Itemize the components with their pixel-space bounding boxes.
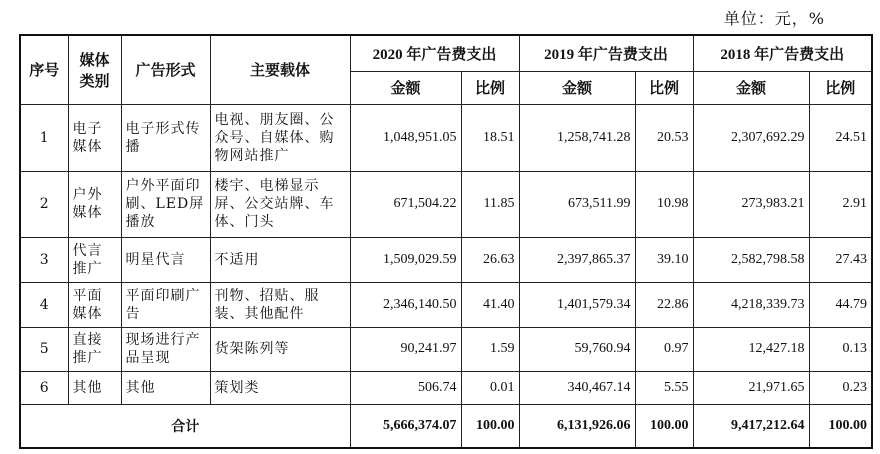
header-amount-2019: 金额	[519, 71, 635, 104]
cell-amount-2019: 2,397,865.37	[519, 237, 635, 282]
cell-ratio-2018: 27.43	[809, 237, 872, 282]
total-ratio-2019: 100.00	[635, 404, 693, 448]
cell-seq: 4	[20, 282, 68, 327]
cell-carrier: 刊物、招贴、服装、其他配件	[210, 282, 350, 327]
header-2019: 2019 年广告费支出	[519, 35, 693, 71]
header-amount-2020: 金额	[350, 71, 461, 104]
header-2020: 2020 年广告费支出	[350, 35, 519, 71]
header-amount-2018: 金额	[693, 71, 809, 104]
cell-carrier: 楼宇、电梯显示屏、公交站牌、车体、门头	[210, 171, 350, 237]
cell-carrier: 货架陈列等	[210, 327, 350, 371]
total-label: 合计	[20, 404, 350, 448]
header-ad-form: 广告形式	[121, 35, 210, 104]
cell-ratio-2019: 5.55	[635, 371, 693, 404]
cell-seq: 6	[20, 371, 68, 404]
cell-amount-2018: 273,983.21	[693, 171, 809, 237]
cell-amount-2020: 2,346,140.50	[350, 282, 461, 327]
cell-amount-2018: 4,218,339.73	[693, 282, 809, 327]
header-row	[20, 35, 872, 71]
cell-ratio-2020: 1.59	[461, 327, 519, 371]
total-amount-2020: 5,666,374.07	[350, 404, 461, 448]
cell-amount-2020: 1,509,029.59	[350, 237, 461, 282]
total-ratio-2018: 100.00	[809, 404, 872, 448]
cell-amount-2018: 21,971.65	[693, 371, 809, 404]
cell-form: 户外平面印刷、LED屏播放	[121, 171, 210, 237]
unit-label: 单位：元，%	[723, 9, 825, 28]
cell-amount-2018: 12,427.18	[693, 327, 809, 371]
cell-amount-2020: 1,048,951.05	[350, 104, 461, 171]
cell-seq: 3	[20, 237, 68, 282]
table-row	[20, 327, 872, 371]
cell-amount-2018: 2,307,692.29	[693, 104, 809, 171]
cell-ratio-2020: 26.63	[461, 237, 519, 282]
header-2018: 2018 年广告费支出	[693, 35, 872, 71]
header-ratio-2018: 比例	[809, 71, 872, 104]
cell-amount-2020: 90,241.97	[350, 327, 461, 371]
cell-media: 电子媒体	[68, 104, 121, 171]
cell-ratio-2019: 39.10	[635, 237, 693, 282]
cell-ratio-2018: 44.79	[809, 282, 872, 327]
cell-ratio-2020: 0.01	[461, 371, 519, 404]
cell-amount-2020: 506.74	[350, 371, 461, 404]
total-row	[20, 404, 872, 448]
cell-amount-2019: 1,258,741.28	[519, 104, 635, 171]
ad-expense-table	[19, 34, 873, 449]
table-row	[20, 104, 872, 171]
cell-ratio-2020: 41.40	[461, 282, 519, 327]
cell-ratio-2019: 22.86	[635, 282, 693, 327]
total-ratio-2020: 100.00	[461, 404, 519, 448]
cell-amount-2019: 1,401,579.34	[519, 282, 635, 327]
header-media-type: 媒体类别	[68, 35, 121, 104]
cell-ratio-2020: 11.85	[461, 171, 519, 237]
cell-seq: 2	[20, 171, 68, 237]
cell-amount-2019: 340,467.14	[519, 371, 635, 404]
cell-carrier: 不适用	[210, 237, 350, 282]
table-row	[20, 282, 872, 327]
cell-media: 平面媒体	[68, 282, 121, 327]
cell-form: 其他	[121, 371, 210, 404]
header-carrier: 主要载体	[210, 35, 350, 104]
cell-amount-2019: 59,760.94	[519, 327, 635, 371]
cell-seq: 5	[20, 327, 68, 371]
cell-ratio-2018: 2.91	[809, 171, 872, 237]
cell-media: 代言推广	[68, 237, 121, 282]
table-row	[20, 171, 872, 237]
cell-form: 电子形式传播	[121, 104, 210, 171]
cell-carrier: 策划类	[210, 371, 350, 404]
cell-form: 平面印刷广告	[121, 282, 210, 327]
table-row	[20, 237, 872, 282]
cell-ratio-2018: 0.23	[809, 371, 872, 404]
cell-ratio-2019: 20.53	[635, 104, 693, 171]
cell-amount-2020: 671,504.22	[350, 171, 461, 237]
cell-ratio-2018: 0.13	[809, 327, 872, 371]
cell-media: 户外媒体	[68, 171, 121, 237]
cell-form: 明星代言	[121, 237, 210, 282]
total-amount-2018: 9,417,212.64	[693, 404, 809, 448]
cell-ratio-2019: 10.98	[635, 171, 693, 237]
header-ratio-2020: 比例	[461, 71, 519, 104]
cell-seq: 1	[20, 104, 68, 171]
cell-form: 现场进行产品呈现	[121, 327, 210, 371]
cell-carrier: 电视、朋友圈、公众号、自媒体、购物网站推广	[210, 104, 350, 171]
cell-media: 直接推广	[68, 327, 121, 371]
header-seq: 序号	[20, 35, 68, 104]
cell-media: 其他	[68, 371, 121, 404]
cell-amount-2019: 673,511.99	[519, 171, 635, 237]
total-amount-2019: 6,131,926.06	[519, 404, 635, 448]
table-row	[20, 371, 872, 404]
cell-ratio-2020: 18.51	[461, 104, 519, 171]
cell-amount-2018: 2,582,798.58	[693, 237, 809, 282]
header-ratio-2019: 比例	[635, 71, 693, 104]
cell-ratio-2019: 0.97	[635, 327, 693, 371]
cell-ratio-2018: 24.51	[809, 104, 872, 171]
